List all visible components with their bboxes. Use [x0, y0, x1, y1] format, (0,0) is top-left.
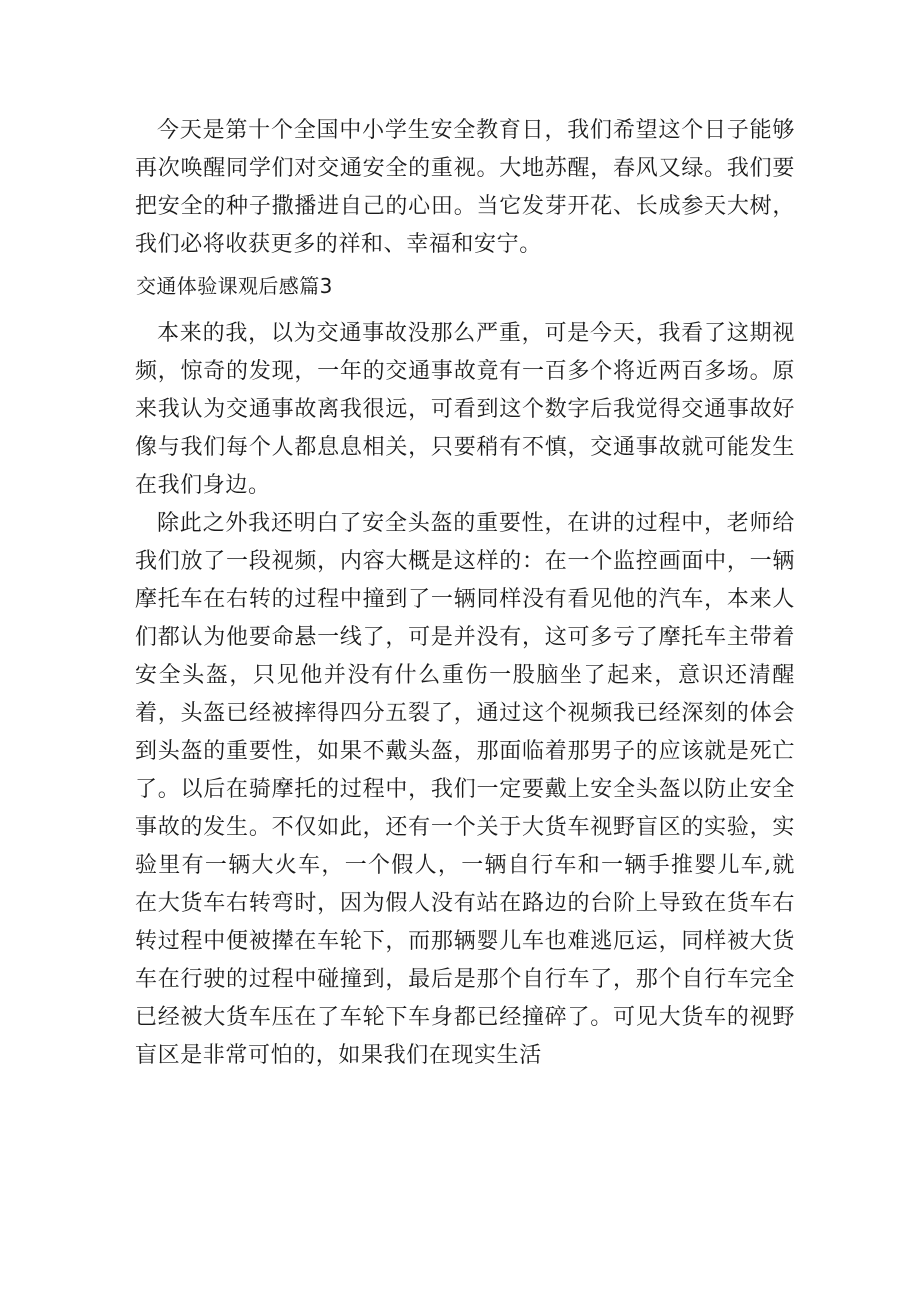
section-heading: 交通体验课观后感篇3 — [136, 274, 333, 298]
paragraph-safety-day: 今天是第十个全国中小学生安全教育日，我们希望这个日子能够再次唤醒同学们对交通安全的重视。大地苏醒，春风又绿。我们要把安全的种子撒播进自己的心田。当它发芽开花、长成参天大树，我们必将收获更多的祥和、幸福和安宁。 — [135, 118, 795, 257]
paragraph-accident-awareness: 本来的我，以为交通事故没那么严重，可是今天，我看了这期视频，惊奇的发现，一年的交通事故竟有一百多个将近两百多场。原来我认为交通事故离我很远，可看到这个数字后我觉得交通事故好像与我们每个人都息息相关，只要稍有不慎，交通事故就可能发生在我们身边。 — [135, 321, 795, 498]
paragraph-helmet-and-blindspot: 除此之外我还明白了安全头盔的重要性，在讲的过程中，老师给我们放了一段视频，内容大概是这样的：在一个监控画面中，一辆摩托车在右转的过程中撞到了一辆同样没有看见他的汽车，本来人们都认为他要命悬一线了，可是并没有，这可多亏了摩托车主带着安全头盔，只见他并没有什么重伤一股脑坐了起来，意识还清醒着，头盔已经被摔得四分五裂了，通过这个视频我已经深刻的体会到头盔的重要性，如果不戴头盔，那面临着那男子的应该就是死亡了。以后在骑摩托的过程中，我们一定要戴上安全头盔以防止安全事故的发生。不仅如此，还有一个关于大货车视野盲区的实验，实验里有一辆大火车，一个假人，一辆自行车和一辆手推婴儿车,就在大货车右转弯时，因为假人没有站在路边的台阶上导致在货车右转过程中便被撵在车轮下，而那辆婴儿车也难逃厄运，同样被大货车在行驶的过程中碰撞到，最后是那个自行车了，那个自行车完全已经被大货车压在了车轮下车身都已经撞碎了。可见大货车的视野盲区是非常可怕的，如果我们在现实生活 — [135, 511, 795, 1068]
document-body — [135, 112, 795, 1075]
